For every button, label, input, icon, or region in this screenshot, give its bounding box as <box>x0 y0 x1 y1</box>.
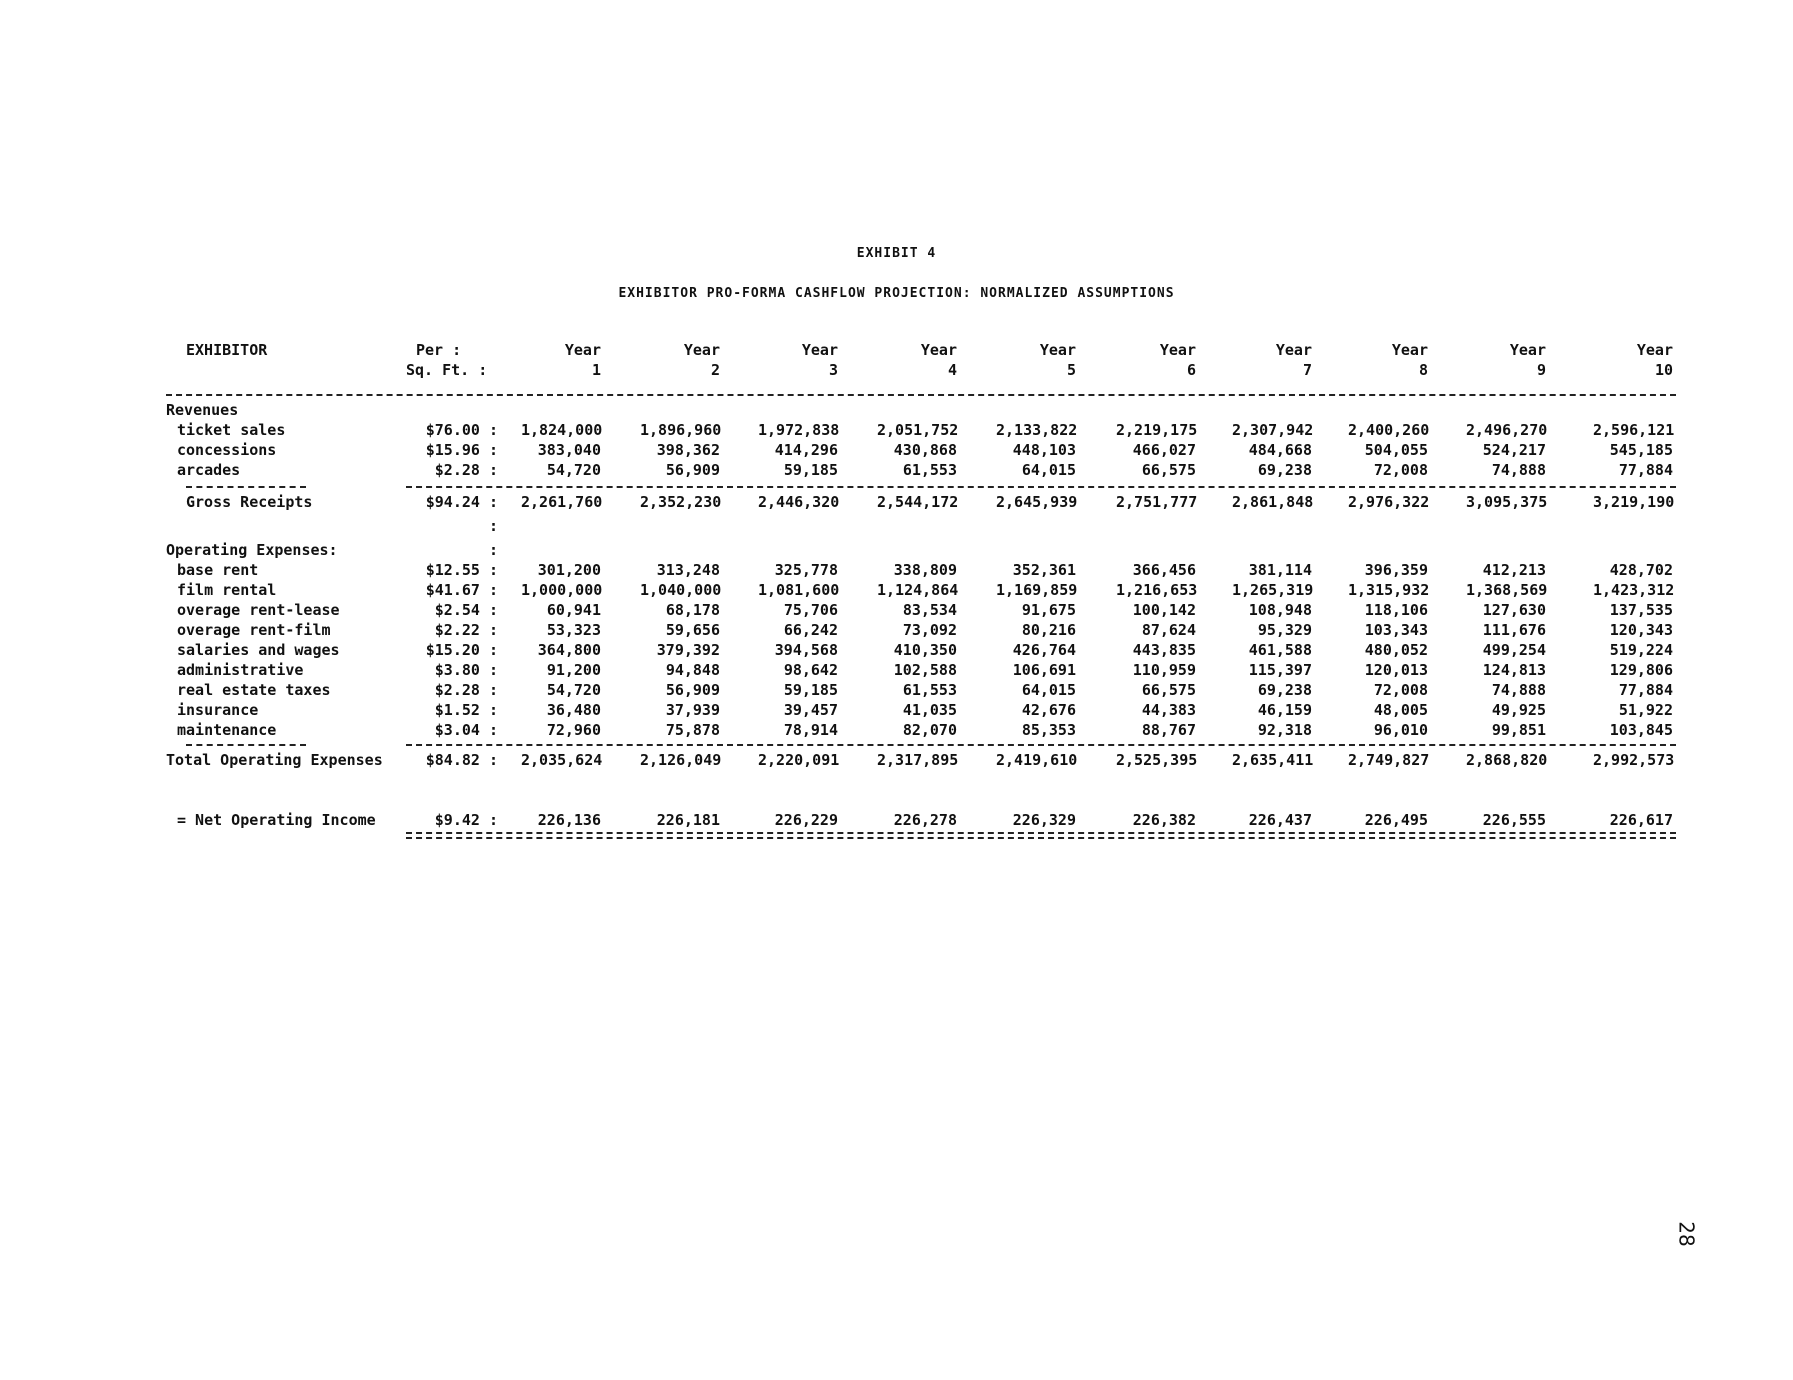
year-value: 2,400,260 <box>1348 421 1430 439</box>
year-value: 2,317,895 <box>877 751 959 769</box>
header-year-label: Year <box>1159 341 1196 359</box>
year-value: 448,103 <box>1012 441 1076 459</box>
year-value: 226,617 <box>1609 811 1673 829</box>
year-value: 338,809 <box>893 561 957 579</box>
header-row-2 <box>166 360 1676 380</box>
year-value: 106,691 <box>1012 661 1076 679</box>
year-value: 37,939 <box>665 701 720 719</box>
header-year-number: 4 <box>947 361 957 379</box>
year-value: 480,052 <box>1364 641 1428 659</box>
year-value: 42,676 <box>1021 701 1076 719</box>
header-exhibitor: EXHIBITOR <box>186 341 268 359</box>
exhibit-title: EXHIBIT 4 <box>856 246 937 261</box>
year-value: 66,575 <box>1141 681 1196 699</box>
year-value: 2,525,395 <box>1116 751 1198 769</box>
year-value: 59,185 <box>783 681 838 699</box>
colon-marker: : <box>488 517 498 535</box>
row-label: Gross Receipts <box>186 493 313 511</box>
year-value: 56,909 <box>665 461 720 479</box>
header-row-1 <box>166 340 1676 360</box>
header-year-label: Year <box>1636 341 1673 359</box>
year-value: 64,015 <box>1021 681 1076 699</box>
header-year-number: 9 <box>1536 361 1546 379</box>
year-value: 69,238 <box>1257 461 1312 479</box>
year-value: 426,764 <box>1012 641 1076 659</box>
per-sqft-value: $84.82 : <box>425 751 498 769</box>
revenue-row <box>166 460 1676 480</box>
year-value: 366,456 <box>1132 561 1196 579</box>
year-value: 87,624 <box>1141 621 1196 639</box>
header-year-number: 8 <box>1418 361 1428 379</box>
year-value: 94,848 <box>665 661 720 679</box>
year-value: 53,323 <box>546 621 601 639</box>
year-value: 51,922 <box>1618 701 1673 719</box>
year-value: 1,368,569 <box>1466 581 1548 599</box>
header-year-label: Year <box>1275 341 1312 359</box>
per-sqft-value: $41.67 : <box>425 581 498 599</box>
expense-row <box>166 560 1676 580</box>
year-value: 102,588 <box>893 661 957 679</box>
header-year-number: 1 <box>591 361 601 379</box>
row-label: Total Operating Expenses <box>166 751 383 769</box>
year-value: 110,959 <box>1132 661 1196 679</box>
year-value: 64,015 <box>1021 461 1076 479</box>
label-total-rule <box>186 744 306 746</box>
year-value: 398,362 <box>656 441 720 459</box>
year-value: 59,185 <box>783 461 838 479</box>
year-value: 325,778 <box>774 561 838 579</box>
year-value: 56,909 <box>665 681 720 699</box>
year-value: 2,035,624 <box>521 751 603 769</box>
year-value: 428,702 <box>1609 561 1673 579</box>
year-value: 2,307,942 <box>1232 421 1314 439</box>
year-value: 443,835 <box>1132 641 1196 659</box>
year-value: 99,851 <box>1491 721 1546 739</box>
year-value: 108,948 <box>1248 601 1312 619</box>
year-value: 137,535 <box>1609 601 1673 619</box>
year-value: 54,720 <box>546 681 601 699</box>
expense-row <box>166 600 1676 620</box>
year-value: 2,446,320 <box>758 493 840 511</box>
year-value: 226,229 <box>774 811 838 829</box>
year-value: 72,960 <box>546 721 601 739</box>
year-value: 1,315,932 <box>1348 581 1430 599</box>
year-value: 111,676 <box>1482 621 1546 639</box>
year-value: 2,544,172 <box>877 493 959 511</box>
year-value: 226,278 <box>893 811 957 829</box>
year-value: 379,392 <box>656 641 720 659</box>
year-value: 2,976,322 <box>1348 493 1430 511</box>
total-opex-line <box>166 750 1676 770</box>
year-value: 3,219,190 <box>1593 493 1675 511</box>
per-sqft-value: $2.28 : <box>434 681 498 699</box>
opex-heading: Operating Expenses: <box>166 541 338 559</box>
year-value: 2,219,175 <box>1116 421 1198 439</box>
per-sqft-value: $94.24 : <box>425 493 498 511</box>
year-value: 2,751,777 <box>1116 493 1198 511</box>
year-value: 73,092 <box>902 621 957 639</box>
year-value: 2,220,091 <box>758 751 840 769</box>
year-value: 124,813 <box>1482 661 1546 679</box>
year-value: 2,596,121 <box>1593 421 1675 439</box>
year-value: 410,350 <box>893 641 957 659</box>
row-label: concessions <box>177 441 277 459</box>
year-value: 524,217 <box>1482 441 1546 459</box>
revenues-heading-row <box>166 400 1676 420</box>
noi-line <box>166 810 1676 830</box>
header-year-number: 2 <box>710 361 720 379</box>
year-value: 1,216,653 <box>1116 581 1198 599</box>
year-value: 396,359 <box>1364 561 1428 579</box>
year-value: 98,642 <box>783 661 838 679</box>
gross-receipts-line <box>166 492 1676 512</box>
year-value: 1,896,960 <box>640 421 722 439</box>
header-year-number: 5 <box>1066 361 1076 379</box>
year-value: 61,553 <box>902 681 957 699</box>
year-value: 226,329 <box>1012 811 1076 829</box>
row-label: overage rent-film <box>177 621 331 639</box>
per-sqft-value: $15.96 : <box>425 441 498 459</box>
year-value: 78,914 <box>783 721 838 739</box>
year-value: 72,008 <box>1373 681 1428 699</box>
year-value: 100,142 <box>1132 601 1196 619</box>
year-value: 2,496,270 <box>1466 421 1548 439</box>
expense-row <box>166 620 1676 640</box>
expense-row <box>166 680 1676 700</box>
year-value: 77,884 <box>1618 681 1673 699</box>
year-value: 519,224 <box>1609 641 1673 659</box>
year-value: 92,318 <box>1257 721 1312 739</box>
year-value: 83,534 <box>902 601 957 619</box>
revenue-row <box>166 420 1676 440</box>
year-value: 103,845 <box>1609 721 1673 739</box>
row-label: insurance <box>177 701 259 719</box>
year-value: 226,437 <box>1248 811 1312 829</box>
year-value: 226,382 <box>1132 811 1196 829</box>
year-value: 91,675 <box>1021 601 1076 619</box>
year-value: 414,296 <box>774 441 838 459</box>
per-sqft-value: $1.52 : <box>434 701 498 719</box>
label-subtotal-rule <box>186 486 306 488</box>
per-sqft-value: $76.00 : <box>425 421 498 439</box>
year-value: 2,635,411 <box>1232 751 1314 769</box>
year-value: 313,248 <box>656 561 720 579</box>
header-year-label: Year <box>920 341 957 359</box>
year-value: 61,553 <box>902 461 957 479</box>
year-value: 54,720 <box>546 461 601 479</box>
year-value: 129,806 <box>1609 661 1673 679</box>
header-year-label: Year <box>564 341 601 359</box>
year-value: 69,238 <box>1257 681 1312 699</box>
per-sqft-value: $12.55 : <box>425 561 498 579</box>
total-rule <box>406 744 1676 746</box>
year-value: 75,878 <box>665 721 720 739</box>
revenues-heading: Revenues <box>166 401 239 419</box>
year-value: 383,040 <box>537 441 601 459</box>
year-value: 226,495 <box>1364 811 1428 829</box>
year-value: 49,925 <box>1491 701 1546 719</box>
year-value: 66,242 <box>783 621 838 639</box>
year-value: 68,178 <box>665 601 720 619</box>
year-value: 75,706 <box>783 601 838 619</box>
year-value: 127,630 <box>1482 601 1546 619</box>
page-number: 28 <box>1674 1221 1699 1247</box>
year-value: 3,095,375 <box>1466 493 1548 511</box>
year-value: 364,800 <box>537 641 601 659</box>
year-value: 226,555 <box>1482 811 1546 829</box>
header-year-number: 7 <box>1302 361 1312 379</box>
year-value: 118,106 <box>1364 601 1428 619</box>
year-value: 1,169,859 <box>996 581 1078 599</box>
opex-heading-row <box>166 540 1676 560</box>
year-value: 394,568 <box>774 641 838 659</box>
year-value: 85,353 <box>1021 721 1076 739</box>
year-value: 430,868 <box>893 441 957 459</box>
subtotal-rule <box>406 486 1676 488</box>
year-value: 226,136 <box>537 811 601 829</box>
row-label: = Net Operating Income <box>177 811 376 829</box>
expense-row <box>166 700 1676 720</box>
header-year-number: 10 <box>1654 361 1673 379</box>
year-value: 39,457 <box>783 701 838 719</box>
per-sqft-value: $2.28 : <box>434 461 498 479</box>
year-value: 74,888 <box>1491 461 1546 479</box>
year-value: 2,749,827 <box>1348 751 1430 769</box>
expense-row <box>166 640 1676 660</box>
year-value: 1,265,319 <box>1232 581 1314 599</box>
year-value: 1,000,000 <box>521 581 603 599</box>
year-value: 412,213 <box>1482 561 1546 579</box>
row-label: film rental <box>177 581 277 599</box>
row-label: overage rent-lease <box>177 601 340 619</box>
row-label: ticket sales <box>177 421 286 439</box>
year-value: 226,181 <box>656 811 720 829</box>
year-value: 36,480 <box>546 701 601 719</box>
revenue-row <box>166 440 1676 460</box>
row-label: administrative <box>177 661 304 679</box>
header-year-number: 3 <box>828 361 838 379</box>
year-value: 1,824,000 <box>521 421 603 439</box>
year-value: 115,397 <box>1248 661 1312 679</box>
year-value: 301,200 <box>537 561 601 579</box>
header-year-label: Year <box>683 341 720 359</box>
year-value: 2,133,822 <box>996 421 1078 439</box>
year-value: 96,010 <box>1373 721 1428 739</box>
per-sqft-value: $3.80 : <box>434 661 498 679</box>
per-sqft-value: $2.22 : <box>434 621 498 639</box>
year-value: 120,343 <box>1609 621 1673 639</box>
year-value: 2,126,049 <box>640 751 722 769</box>
year-value: 499,254 <box>1482 641 1546 659</box>
year-value: 2,352,230 <box>640 493 722 511</box>
year-value: 91,200 <box>546 661 601 679</box>
year-value: 2,861,848 <box>1232 493 1314 511</box>
spacer-row <box>166 516 1676 536</box>
year-value: 1,124,864 <box>877 581 959 599</box>
year-value: 2,419,610 <box>996 751 1078 769</box>
year-value: 82,070 <box>902 721 957 739</box>
year-value: 2,051,752 <box>877 421 959 439</box>
year-value: 72,008 <box>1373 461 1428 479</box>
page-subtitle: EXHIBITOR PRO-FORMA CASHFLOW PROJECTION: NORMALIZED ASSUMPTIONS <box>618 286 1175 301</box>
colon-marker: : <box>488 541 498 559</box>
per-sqft-value: $9.42 : <box>434 811 498 829</box>
expense-row <box>166 720 1676 740</box>
header-year-label: Year <box>1391 341 1428 359</box>
year-value: 80,216 <box>1021 621 1076 639</box>
year-value: 1,081,600 <box>758 581 840 599</box>
year-value: 41,035 <box>902 701 957 719</box>
year-value: 103,343 <box>1364 621 1428 639</box>
year-value: 60,941 <box>546 601 601 619</box>
year-value: 88,767 <box>1141 721 1196 739</box>
per-sqft-value: $3.04 : <box>434 721 498 739</box>
year-value: 48,005 <box>1373 701 1428 719</box>
year-value: 1,040,000 <box>640 581 722 599</box>
per-sqft-value: $2.54 : <box>434 601 498 619</box>
row-label: arcades <box>177 461 241 479</box>
row-label: maintenance <box>177 721 277 739</box>
header-year-label: Year <box>801 341 838 359</box>
year-value: 1,423,312 <box>1593 581 1675 599</box>
year-value: 1,972,838 <box>758 421 840 439</box>
year-value: 504,055 <box>1364 441 1428 459</box>
year-value: 95,329 <box>1257 621 1312 639</box>
year-value: 381,114 <box>1248 561 1312 579</box>
header-divider <box>166 394 1676 396</box>
per-sqft-value: $15.20 : <box>425 641 498 659</box>
year-value: 2,645,939 <box>996 493 1078 511</box>
header-year-label: Year <box>1039 341 1076 359</box>
header-sqft: Sq. Ft. : <box>406 361 488 379</box>
year-value: 46,159 <box>1257 701 1312 719</box>
year-value: 2,992,573 <box>1593 751 1675 769</box>
year-value: 66,575 <box>1141 461 1196 479</box>
year-value: 77,884 <box>1618 461 1673 479</box>
year-value: 59,656 <box>665 621 720 639</box>
year-value: 484,668 <box>1248 441 1312 459</box>
year-value: 74,888 <box>1491 681 1546 699</box>
final-double-rule <box>406 832 1676 839</box>
expense-row <box>166 660 1676 680</box>
header-per: Per : <box>416 341 462 359</box>
year-value: 461,588 <box>1248 641 1312 659</box>
year-value: 44,383 <box>1141 701 1196 719</box>
expense-row <box>166 580 1676 600</box>
row-label: real estate taxes <box>177 681 331 699</box>
header-year-label: Year <box>1509 341 1546 359</box>
row-label: salaries and wages <box>177 641 340 659</box>
row-label: base rent <box>177 561 259 579</box>
year-value: 545,185 <box>1609 441 1673 459</box>
year-value: 2,261,760 <box>521 493 603 511</box>
header-year-number: 6 <box>1186 361 1196 379</box>
year-value: 120,013 <box>1364 661 1428 679</box>
year-value: 2,868,820 <box>1466 751 1548 769</box>
year-value: 352,361 <box>1012 561 1076 579</box>
year-value: 466,027 <box>1132 441 1196 459</box>
